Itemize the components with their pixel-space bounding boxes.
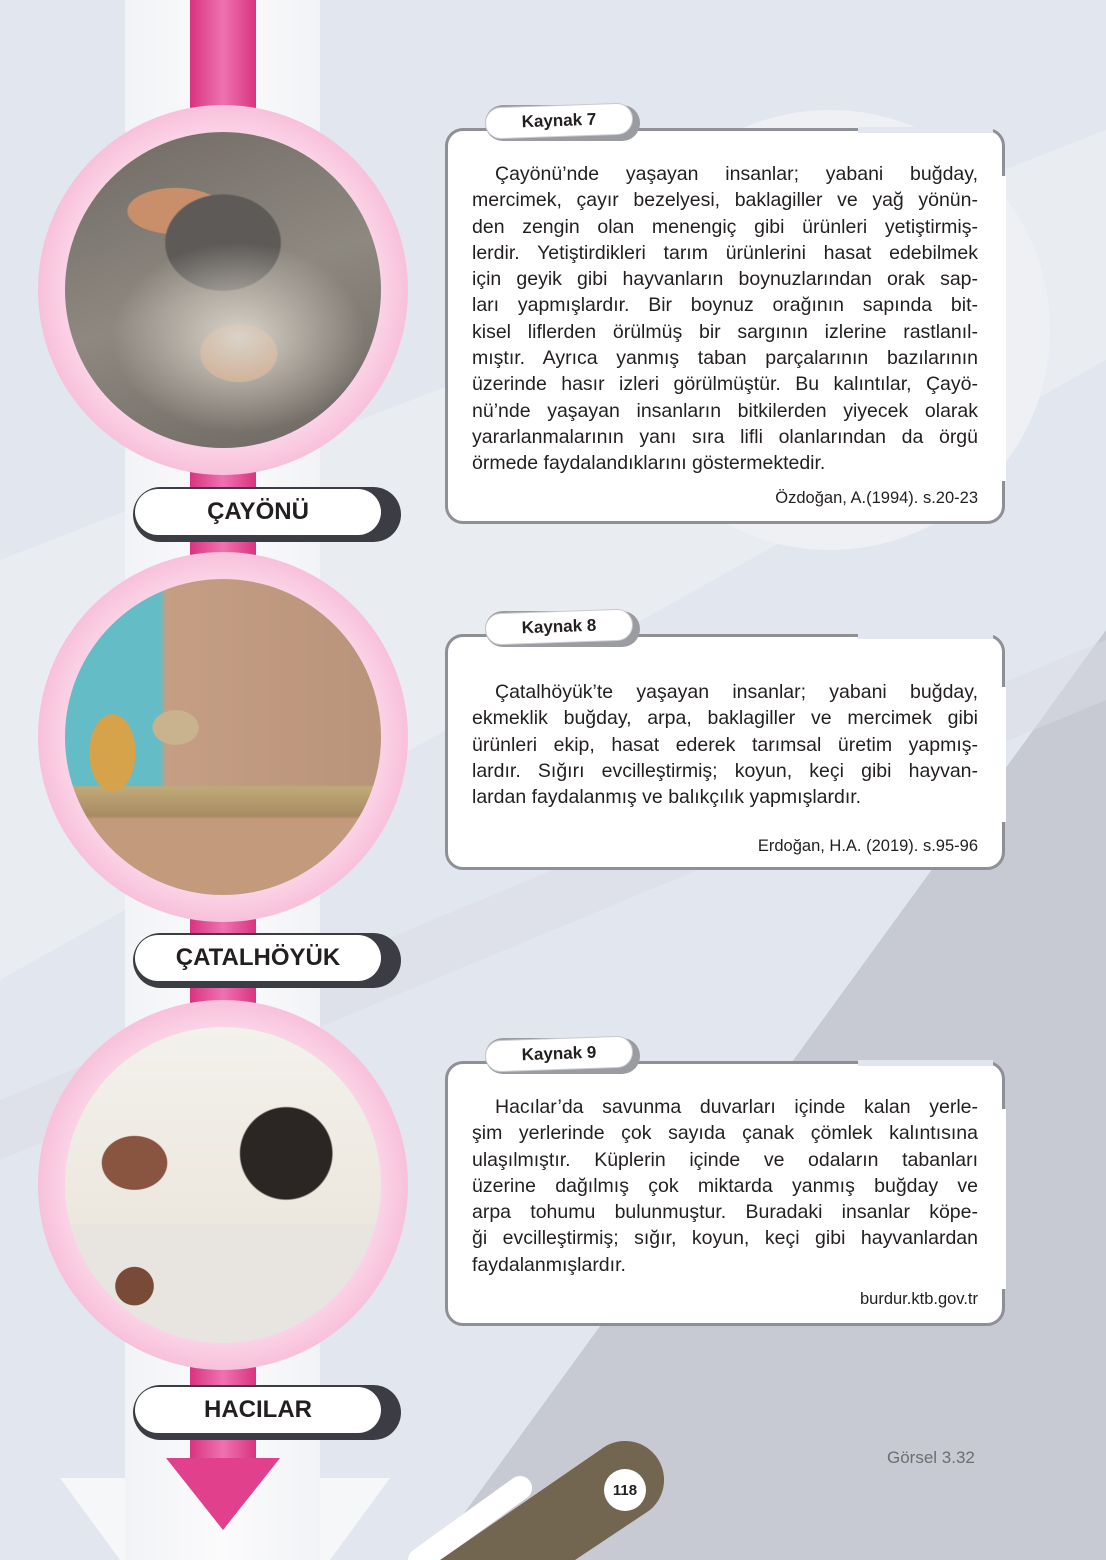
source-tab-label: Kaynak 8 xyxy=(484,608,633,645)
source-text-line: ulaşılmıştır. Küplerin içinde ve odaların tabanları xyxy=(472,1148,978,1171)
source-text-line: kisel liflerden örülmüş bir sargının izlerine rastlanıl- xyxy=(472,320,978,343)
site-label-cayonu xyxy=(133,487,401,542)
source-tab xyxy=(485,105,640,141)
timeline-arrow-head xyxy=(166,1458,280,1530)
source-text-line: lerdir. Yetiştirdikleri tarım ürünlerini hasat edebilmek xyxy=(472,241,978,264)
source-text-line: den zengin olan menengiç gibi ürünleri yetiştirmiş- xyxy=(472,215,978,238)
source-tab xyxy=(485,1038,640,1074)
site-photo-frame xyxy=(38,105,408,475)
source-text-line: yararlanmalarının yanı sıra lifli olanlarından da örgü xyxy=(472,425,978,448)
source-text-line: ları yapmışlardır. Bir boynuz orağının sapında bit- xyxy=(472,294,978,317)
source-text-line: lardır. Sığırı evcilleştirmiş; koyun, keçi gibi hayvan- xyxy=(472,759,978,782)
source-text-line: Çatalhöyük’te yaşayan insanlar; yabani buğday, xyxy=(495,681,978,703)
source-text xyxy=(472,161,978,477)
site-label-text: HACILAR xyxy=(135,1387,381,1433)
source-text-line: mıştır. Ayrıca yanmış taban parçalarının bazılarının xyxy=(472,347,978,370)
site-label-text: ÇATALHÖYÜK xyxy=(135,935,381,981)
page-number: 118 xyxy=(604,1469,646,1511)
source-citation: Erdoğan, H.A. (2019). s.95-96 xyxy=(757,837,978,855)
source-text-line: ürünleri ekip, hasat ederek tarımsal üretim yapmış- xyxy=(472,733,978,756)
source-tab-label: Kaynak 7 xyxy=(484,102,633,139)
source-text xyxy=(472,679,978,810)
source-text-line: üzerinde hasır izleri görülmüştür. Bu kalıntılar, Çayö- xyxy=(472,373,978,396)
source-text-line: örmede faydalandıklarını göstermektedir. xyxy=(472,452,826,475)
site-photo-frame xyxy=(38,552,408,922)
source-citation: Özdoğan, A.(1994). s.20-23 xyxy=(775,489,978,507)
source-text-line: için geyik gibi hayvanların boynuzlarından orak sap- xyxy=(472,268,978,291)
source-text-line: üzerine dağılmış çok miktarda yanmış buğday ve xyxy=(472,1174,978,1197)
catalhoyuk-household-items-photo xyxy=(65,579,381,895)
cayonu-grinding-stone-photo xyxy=(65,132,381,448)
source-text-line: mercimek, çayır bezelyesi, baklagiller ve yağ yönün- xyxy=(472,189,978,212)
source-citation: burdur.ktb.gov.tr xyxy=(859,1290,978,1308)
source-tab xyxy=(485,611,640,647)
source-card-8 xyxy=(445,615,1005,870)
source-text-line: ekmeklik buğday, arpa, baklagiller ve mercimek gibi xyxy=(472,707,978,730)
source-text-line: lardan faydalanmış ve balıkçılık yapmışlardır. xyxy=(472,786,862,809)
source-text-line: Çayönü’nde yaşayan insanlar; yabani buğday, xyxy=(495,163,978,185)
site-label-hacilar xyxy=(133,1385,401,1440)
figure-caption: Görsel 3.32 xyxy=(887,1448,975,1467)
source-text-line: nü’nde yaşayan insanların bitkilerden yiyecek olarak xyxy=(472,399,978,422)
source-card-9 xyxy=(445,1042,1005,1326)
site-label-text: ÇAYÖNÜ xyxy=(135,489,381,535)
source-text-line: arpa tohumu bulunmuştur. Buradaki insanlar köpe- xyxy=(472,1201,978,1224)
source-text-line: Hacılar’da savunma duvarları içinde kalan yerle- xyxy=(495,1096,978,1118)
site-photo-frame xyxy=(38,1000,408,1370)
source-tab-label: Kaynak 9 xyxy=(484,1035,633,1072)
source-text-line: faydalanmışlardır. xyxy=(472,1253,626,1276)
hacilar-pottery-photo xyxy=(65,1027,381,1343)
site-label-catalhoyuk xyxy=(133,933,401,988)
source-text-line: şim yerlerinde çok sayıda çanak çömlek kalıntısına xyxy=(472,1122,978,1145)
source-text xyxy=(472,1094,978,1278)
source-card-7 xyxy=(445,109,1005,524)
source-text-line: ği evcilleştirmiş; sığır, koyun, keçi gibi hayvanlardan xyxy=(472,1227,978,1250)
